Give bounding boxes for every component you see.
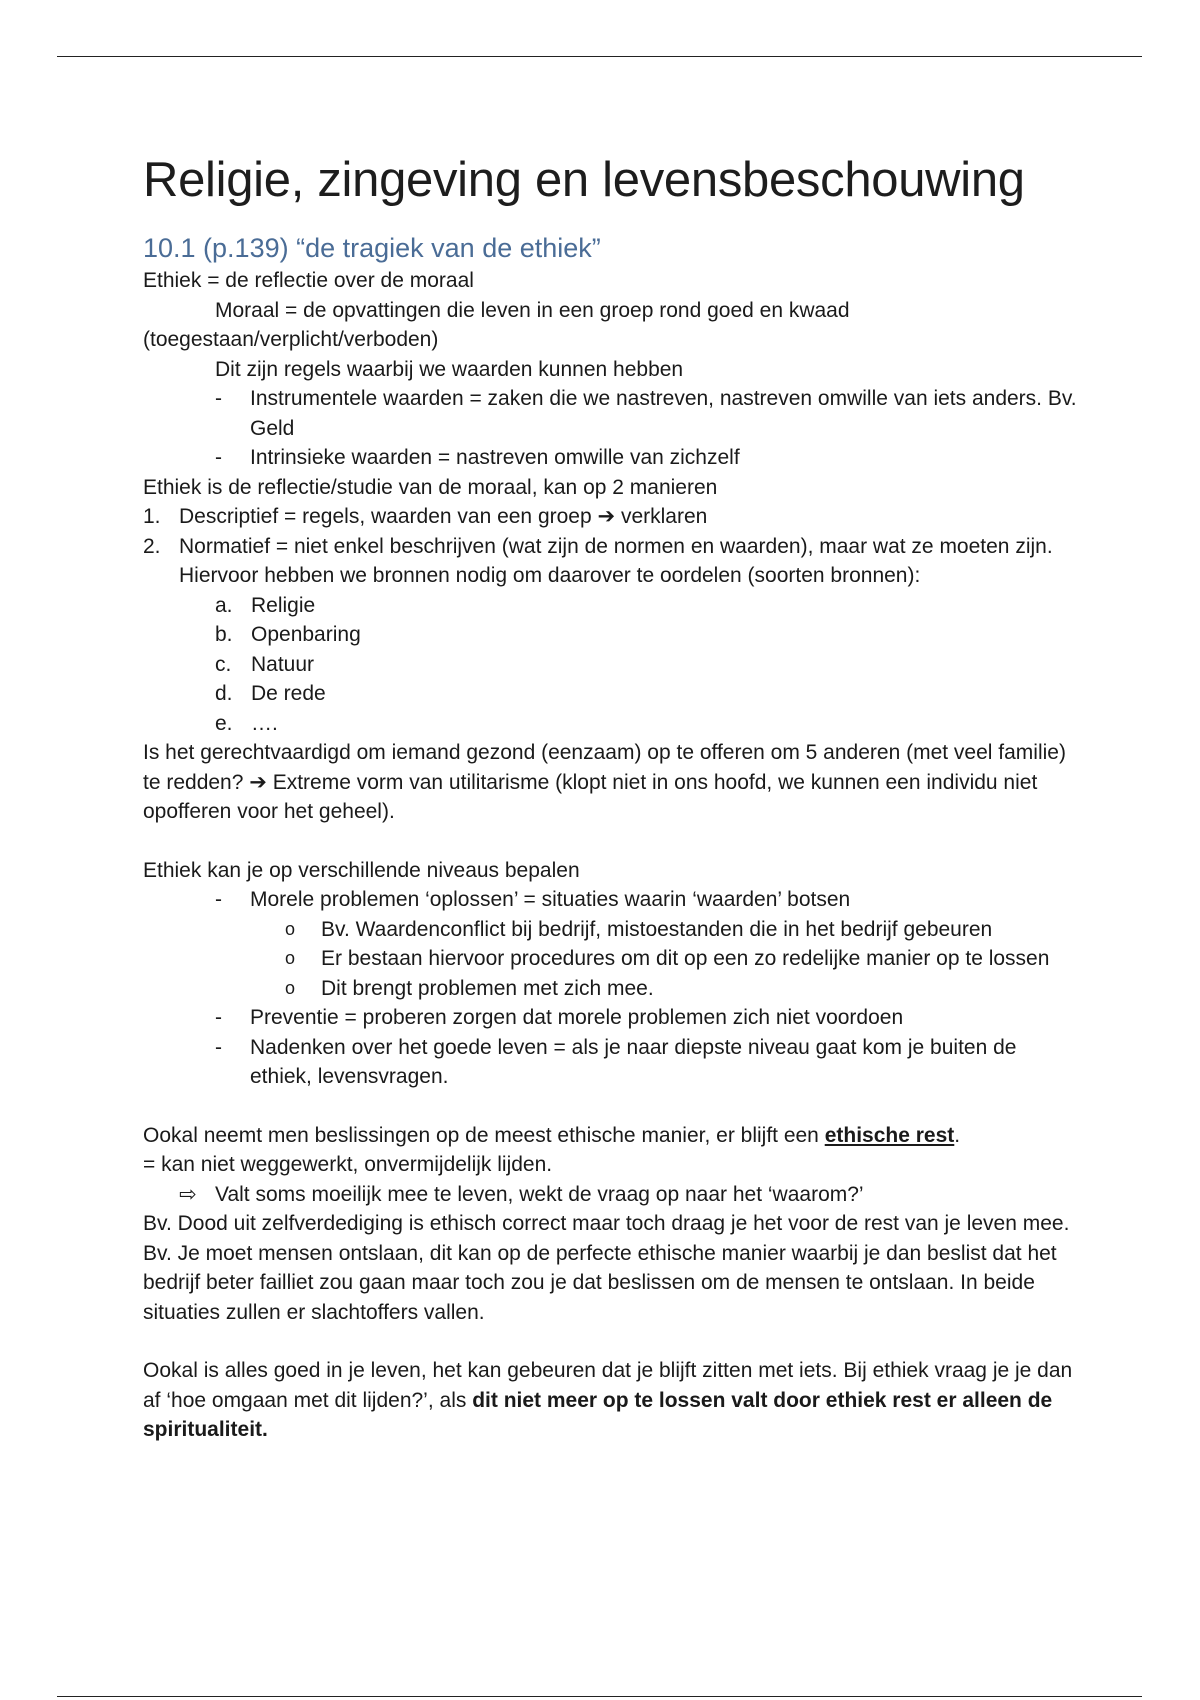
list-letter: e. xyxy=(215,711,233,735)
list-number: 1. xyxy=(143,505,161,528)
solving-moral-problems: Morele problemen ‘oplossen’ = situaties waarin ‘waarden’ botsen xyxy=(250,888,851,911)
section-heading: 10.1 (p.139) “de tragiek van de ethiek” xyxy=(143,233,601,263)
spirituality-conclusion: dit niet meer op te lossen valt door ethiek rest er alleen de spiritualiteit. xyxy=(143,1388,1053,1441)
why-question: Valt soms moeilijk mee te leven, wekt de vraag op naar het ‘waarom?’ xyxy=(215,1182,864,1206)
values-intro: Dit zijn regels waarbij we waarden kunnen hebben xyxy=(215,357,684,381)
dash-bullet: - xyxy=(215,387,222,410)
list-item xyxy=(143,620,1083,650)
ethics-definition: Ethiek = de reflectie over de moraal xyxy=(143,269,474,292)
example-self-defense: Bv. Dood uit zelfverdediging is ethisch correct maar toch draag je het voor de rest van je leven mee. xyxy=(143,1212,1070,1235)
list-item xyxy=(143,915,1083,945)
dash-bullet: - xyxy=(215,1006,222,1029)
list-item xyxy=(143,885,1083,915)
list-item xyxy=(143,502,1083,532)
document-body xyxy=(143,150,1083,1445)
arrow-icon: ➔ xyxy=(597,505,616,528)
arrow-icon: ➔ xyxy=(249,770,267,794)
utilitarianism-paragraph: Is het gerechtvaardigd om iemand gezond (eenzaam) op te offeren om 5 anderen (met veel familie) te redden? ➔ Extreme vorm van utilitarisme (klopt niet in ons hoofd, we kunnen een individu niet opofferen voor het geheel). xyxy=(143,741,1066,823)
list-item xyxy=(143,650,1083,680)
list-item xyxy=(143,974,1083,1004)
ethical-rest-paragraph: Ookal neemt men beslissingen op de meest ethische manier, er blijft een ethische rest. xyxy=(143,1123,961,1147)
spirituality-paragraph: Ookal is alles goed in je leven, het kan gebeuren dat je blijft zitten met iets. Bij ethiek vraag je je dan af ‘hoe omgaan met dit lijden?’, als dit niet meer op te lossen valt door ethiek rest er alleen de spiritualiteit. xyxy=(143,1359,1073,1441)
example-layoffs: Bv. Je moet mensen ontslaan, dit kan op de perfecte ethische manier waarbij je dan beslist dat het bedrijf beter failliet zou gaan maar toch zou je dat beslissen om de mensen te ontslaan. In beide situaties zullen er slachtoffers vallen. xyxy=(143,1241,1057,1324)
sub-item: Bv. Waardenconflict bij bedrijf, mistoestanden die in het bedrijf gebeuren xyxy=(321,917,993,941)
ethical-rest-definition: = kan niet weggewerkt, onvermijdelijk lijden. xyxy=(143,1153,553,1176)
morality-definition: Moraal = de opvattingen die leven in een groep rond goed en kwaad xyxy=(215,298,850,322)
source-reason: De rede xyxy=(251,682,326,705)
levels-intro: Ethiek kan je op verschillende niveaus bepalen xyxy=(143,858,580,882)
source-nature: Natuur xyxy=(251,652,315,676)
sub-item: Er bestaan hiervoor procedures om dit op een zo redelijke manier op te lossen xyxy=(321,947,1050,970)
prevention: Preventie = proberen zorgen dat morele problemen zich niet voordoen xyxy=(250,1006,904,1029)
dash-bullet: - xyxy=(215,1035,222,1059)
list-item xyxy=(143,532,1083,591)
top-rule xyxy=(57,56,1142,57)
good-life: Nadenken over het goede leven = als je naar diepste niveau gaat kom je buiten de ethiek, levensvragen. xyxy=(250,1035,1017,1088)
source-religion: Religie xyxy=(251,593,316,617)
source-revelation: Openbaring xyxy=(251,623,361,646)
dash-bullet: - xyxy=(215,888,222,911)
list-number: 2. xyxy=(143,534,161,558)
sub-item: Dit brengt problemen met zich mee. xyxy=(321,976,654,1000)
circle-bullet: o xyxy=(285,918,296,939)
list-letter: b. xyxy=(215,623,233,646)
page-title: Religie, zingeving en levensbeschouwing xyxy=(143,153,1025,207)
list-letter: a. xyxy=(215,593,233,617)
list-item xyxy=(143,1180,1083,1210)
ethics-approaches-intro: Ethiek is de reflectie/studie van de moraal, kan op 2 manieren xyxy=(143,475,718,499)
source-etc: …. xyxy=(251,711,278,735)
morality-definition-continued: (toegestaan/verplicht/verboden) xyxy=(143,328,439,351)
list-item xyxy=(143,443,1083,473)
dash-bullet: - xyxy=(215,446,222,469)
intrinsic-values: Intrinsieke waarden = nastreven omwille van zichzelf xyxy=(250,446,740,469)
list-item xyxy=(143,679,1083,709)
list-item xyxy=(143,1003,1083,1033)
list-letter: c. xyxy=(215,652,232,676)
circle-bullet: o xyxy=(285,977,296,998)
list-letter: d. xyxy=(215,682,233,705)
bottom-rule xyxy=(57,1696,1142,1697)
normative-item: Normatief = niet enkel beschrijven (wat zijn de normen en waarden), maar wat ze moeten zijn. Hiervoor hebben we bronnen nodig om daarover te oordelen (soorten bronnen): xyxy=(179,534,1053,587)
hollow-arrow-icon: ⇨ xyxy=(179,1182,197,1206)
list-item xyxy=(143,384,1083,443)
ethical-rest-term: ethische rest xyxy=(824,1123,955,1147)
list-item xyxy=(143,1033,1083,1092)
descriptive-item: Descriptief = regels, waarden van een groep ➔ verklaren xyxy=(179,505,708,528)
list-item xyxy=(143,944,1083,974)
list-item xyxy=(143,591,1083,621)
list-item xyxy=(143,709,1083,739)
instrumental-values: Instrumentele waarden = zaken die we nastreven, nastreven omwille van iets anders. Bv. Geld xyxy=(250,387,1077,440)
circle-bullet: o xyxy=(285,948,296,968)
